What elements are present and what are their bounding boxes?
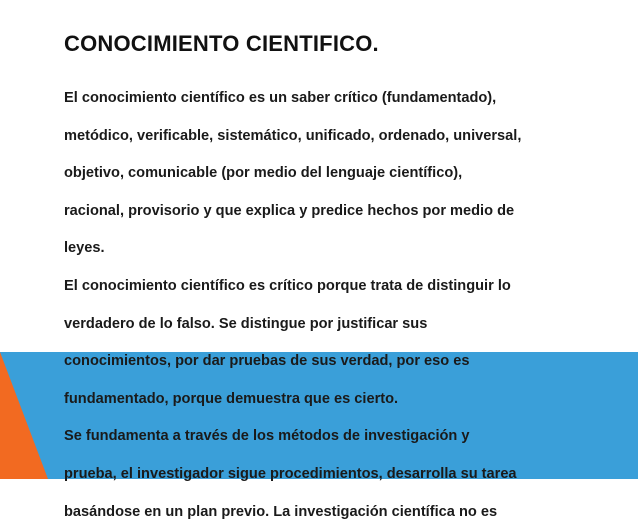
text-line: conocimientos, por dar pruebas de sus verdad, por eso es: [64, 353, 470, 370]
text-line: El conocimiento científico es un saber crítico (fundamentado),: [64, 90, 497, 106]
decorative-orange-wedge: [0, 352, 48, 479]
text-line: objetivo, comunicable (por medio del lenguaje científico),: [64, 165, 463, 182]
text-line: Se fundamenta a través de los métodos de investigación y: [64, 428, 470, 445]
text-line: prueba, el investigador sigue procedimientos, desarrolla su tarea: [64, 465, 517, 482]
text-line: fundamentado, porque demuestra que es cierto.: [64, 390, 399, 407]
slide-title: CONOCIMIENTO CIENTIFICO.: [64, 31, 379, 56]
text-line: El conocimiento científico es crítico porque trata de distinguir lo: [64, 277, 511, 294]
paragraph-3: [64, 418, 584, 531]
text-line: basándose en un plan previo. La investigación científica no es: [64, 503, 498, 520]
slide-body: [64, 80, 584, 531]
text-line: verdadero de lo falso. Se distingue por justificar sus: [64, 315, 428, 332]
text-line: metódico, verificable, sistemático, unificado, ordenado, universal,: [64, 127, 522, 144]
text-line: racional, provisorio y que explica y predice hechos por medio de: [64, 202, 515, 219]
paragraph-1: [64, 80, 584, 268]
paragraph-2: [64, 268, 584, 418]
text-line: leyes.: [64, 240, 105, 257]
